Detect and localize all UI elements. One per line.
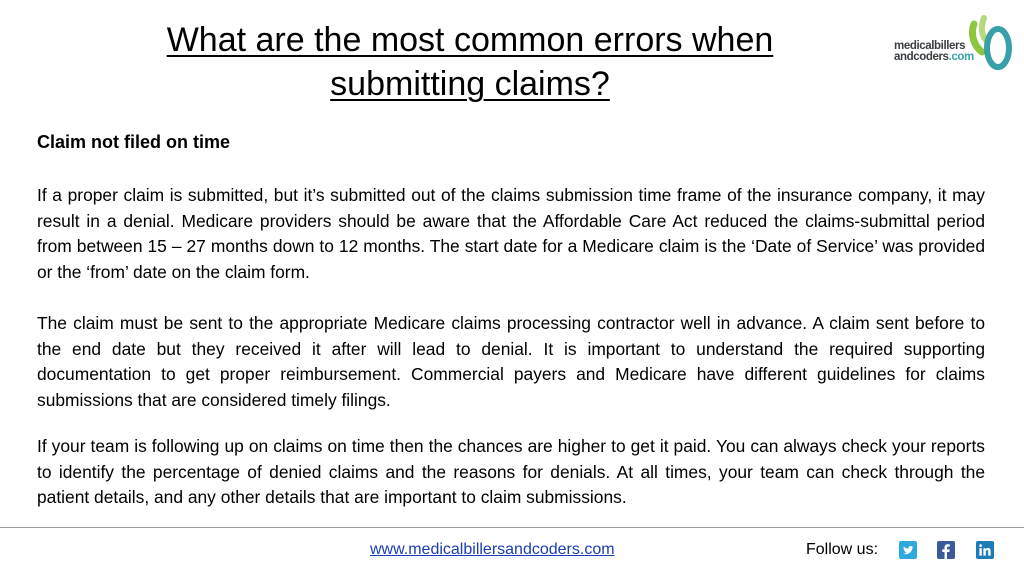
logo-com-suffix: .com: [948, 51, 974, 63]
logo-line1: medicalbillers: [894, 40, 966, 52]
follow-us-label: Follow us:: [806, 541, 879, 558]
paragraph-1: If a proper claim is submitted, but it’s submitted out of the claims submission time frame of the insurance company, it may result in a denial. Medicare providers should be aware that the Affordable Care Act reduced the claims-submittal period from between 15 – 27 months down to 12 months. The start date for a Medicare claim is the ‘Date of Service’ was provided or the ‘from’ date on the claim form.: [37, 185, 985, 282]
page-title: [110, 18, 830, 106]
logo-wordmark: [894, 41, 974, 63]
page-title-line1: What are the most common errors when: [166, 21, 774, 59]
linkedin-icon[interactable]: [976, 541, 994, 559]
page-title-line2: submitting claims?: [330, 65, 610, 103]
medicalbillersandcoders-logo: [890, 12, 1014, 72]
website-link[interactable]: www.medicalbillersandcoders.com: [370, 541, 615, 558]
footer-divider: [0, 527, 1024, 528]
paragraph-2: The claim must be sent to the appropriate Medicare claims processing contractor well in advance. A claim sent before to the end date but they received it after will lead to denial. It is important to understand the required supporting documentation to get proper reimbursement. Commercial payers and Medicare have different guidelines for claims submissions that are considered timely filings.: [37, 313, 985, 410]
section-heading: Claim not filed on time: [37, 132, 231, 152]
facebook-icon[interactable]: [937, 541, 955, 559]
twitter-icon[interactable]: [899, 541, 917, 559]
paragraph-3: If your team is following up on claims on time then the chances are higher to get it paid. You can always check your reports to identify the percentage of denied claims and the reasons for denials. At all times, your team can check through the patient details, and any other details that are important to claim submissions.: [37, 436, 985, 508]
logo-line2: andcoders: [894, 51, 949, 63]
